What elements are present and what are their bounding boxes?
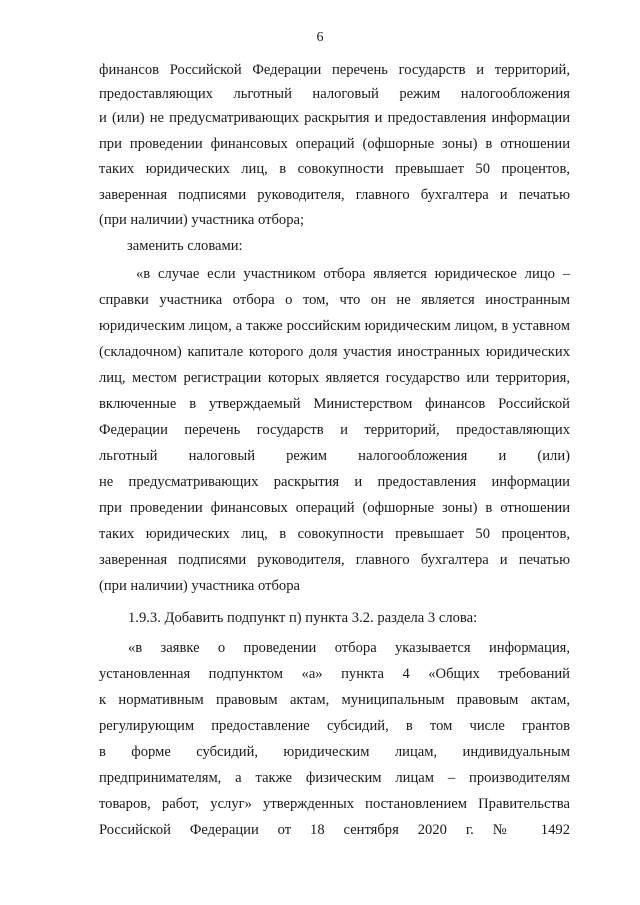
text-line: и (или) не предусматривающих раскрытия и предоставления информации	[99, 110, 570, 126]
text-line: заверенная подписями руководителя, главного бухгалтера и печатью	[99, 187, 570, 203]
page-number: 6	[316, 30, 324, 45]
text-line: справки участника отбора о том, что он не является иностранным	[99, 292, 570, 308]
text-line: таких юридических лиц, в совокупности превышает 50 процентов,	[99, 161, 570, 177]
paragraph-heading: заменить словами:	[127, 238, 243, 254]
text-line: «в случае если участником отбора является юридическое лицо –	[136, 266, 570, 282]
text-line: в форме субсидий, юридическим лицам, индивидуальным	[99, 744, 570, 760]
text-line: к нормативным правовым актам, муниципальным правовым актам,	[99, 692, 570, 708]
text-line: установленная подпунктом «а» пункта 4 «Общих требований	[99, 666, 570, 682]
text-line: не предусматривающих раскрытия и предоставления информации	[99, 474, 570, 490]
text-line: финансов Российской Федерации перечень государств и территорий,	[99, 62, 570, 78]
text-line: предоставляющих льготный налоговый режим налогообложения	[99, 86, 570, 102]
text-line: льготный налоговый режим налогообложения и (или)	[99, 448, 570, 464]
text-line: (при наличии) участника отбора;	[99, 212, 305, 228]
text-line: «в заявке о проведении отбора указывается информация,	[128, 640, 570, 656]
text-line: при проведении финансовых операций (офшорные зоны) в отношении	[99, 500, 570, 516]
section-heading: 1.9.3. Добавить подпункт п) пункта 3.2. раздела 3 слова:	[128, 610, 478, 626]
text-line: лиц, местом регистрации которых является государство или территория,	[99, 370, 570, 386]
text-line: заверенная подписями руководителя, главного бухгалтера и печатью	[99, 552, 570, 568]
text-line: Федерации перечень государств и территорий, предоставляющих	[99, 422, 570, 438]
text-line: Российской Федерации от 18 сентября 2020 г. № 1492	[99, 822, 570, 838]
text-line: таких юридических лиц, в совокупности превышает 50 процентов,	[99, 526, 570, 542]
text-line: юридическим лицом, а также российским юридическим лицом, в уставном	[99, 318, 570, 334]
text-line: (складочном) капитале которого доля участия иностранных юридических	[99, 344, 570, 360]
text-line: предпринимателям, а также физическим лицам – производителям	[99, 770, 570, 786]
text-line: включенные в утверждаемый Министерством финансов Российской	[99, 396, 570, 412]
text-line: товаров, работ, услуг» утвержденных постановлением Правительства	[99, 796, 570, 812]
text-line: регулирующим предоставление субсидий, в том числе грантов	[99, 718, 570, 734]
text-line: (при наличии) участника отбора	[99, 578, 300, 594]
text-line: при проведении финансовых операций (офшорные зоны) в отношении	[99, 136, 570, 152]
